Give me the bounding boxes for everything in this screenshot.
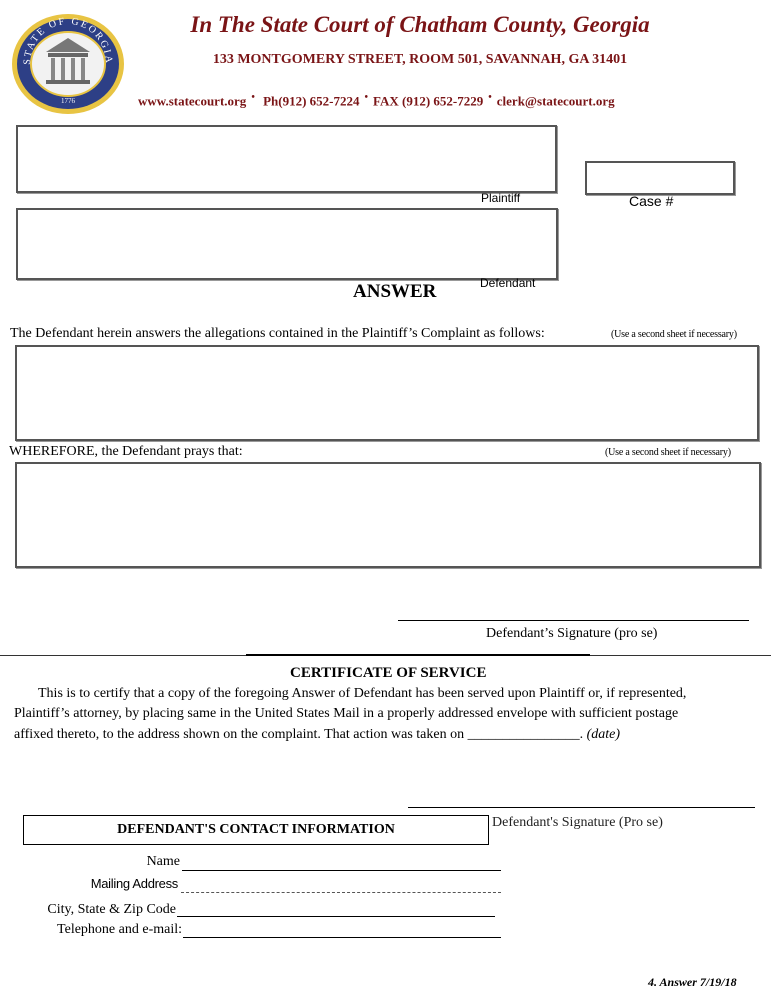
section-divider-accent	[246, 654, 590, 656]
form-identifier: 4. Answer 7/19/18	[648, 975, 737, 989]
wherefore-note: (Use a second sheet if necessary)	[605, 447, 731, 458]
court-fax: FAX (912) 652-7229	[373, 93, 484, 109]
defendant-signature-label: Defendant’s Signature (pro se)	[486, 626, 658, 641]
certificate-line-3-text: affixed thereto, to the address shown on the complaint. That action was taken on	[14, 727, 465, 742]
certificate-signature-label: Defendant's Signature (Pro se)	[492, 815, 663, 830]
bullet-separator: •	[488, 92, 492, 103]
seal-year: 1776	[61, 97, 75, 105]
name-field[interactable]	[182, 870, 501, 871]
bullet-separator: •	[251, 92, 255, 103]
georgia-state-seal	[10, 12, 126, 116]
plaintiff-field[interactable]	[16, 125, 557, 193]
court-website[interactable]: www.statecourt.org	[138, 93, 247, 109]
court-title: In The State Court of Chatham County, Georgia	[190, 12, 650, 37]
defendant-label: Defendant	[480, 276, 536, 290]
certificate-line-1: This is to certify that a copy of the foregoing Answer of Defendant has been served upon Plaintiff or, if represented,	[38, 686, 687, 701]
case-number-label: Case #	[629, 193, 674, 209]
contact-info-header-box	[23, 815, 489, 845]
court-address: 133 MONTGOMERY STREET, ROOM 501, SAVANNAH, GA 31401	[212, 52, 628, 67]
service-date-label: (date)	[586, 727, 621, 742]
city-state-zip-field[interactable]	[177, 916, 495, 917]
certificate-line-2: Plaintiff’s attorney, by placing same in the United States Mail in a properly addressed envelope with sufficient postage	[14, 706, 679, 721]
court-email[interactable]: clerk@statecourt.org	[496, 93, 615, 109]
answer-note: (Use a second sheet if necessary)	[611, 329, 737, 340]
court-contact-line	[138, 92, 698, 109]
name-label: Name	[146, 854, 180, 869]
seal-outer-text: STATE OF GEORGIA	[21, 15, 115, 66]
telephone-email-field[interactable]	[183, 937, 501, 938]
court-phone: Ph(912) 652-7224	[263, 93, 360, 109]
certificate-heading: CERTIFICATE OF SERVICE	[290, 665, 487, 681]
bullet-separator: •	[364, 92, 369, 103]
wherefore-label: WHEREFORE, the Defendant prays that:	[9, 444, 243, 459]
service-date-field[interactable]: ________________.	[467, 727, 584, 742]
case-number-field[interactable]	[585, 161, 735, 195]
contact-info-heading: DEFENDANT'S CONTACT INFORMATION	[117, 822, 395, 837]
prayer-text-field[interactable]	[15, 462, 761, 568]
plaintiff-label: Plaintiff	[481, 191, 521, 205]
telephone-email-label: Telephone and e-mail:	[57, 922, 182, 937]
answer-text-field[interactable]	[15, 345, 759, 441]
document-title: ANSWER	[353, 281, 437, 302]
certificate-line-3	[14, 727, 620, 743]
answer-intro: The Defendant herein answers the allegations contained in the Plaintiff’s Complaint as follows:	[10, 326, 545, 341]
mailing-address-label: Mailing Address	[90, 876, 178, 891]
certificate-signature-line[interactable]	[408, 807, 755, 808]
defendant-field[interactable]	[16, 208, 558, 280]
defendant-signature-line[interactable]	[398, 620, 749, 621]
mailing-address-field[interactable]	[181, 892, 501, 893]
city-state-zip-label: City, State & Zip Code	[47, 902, 176, 917]
